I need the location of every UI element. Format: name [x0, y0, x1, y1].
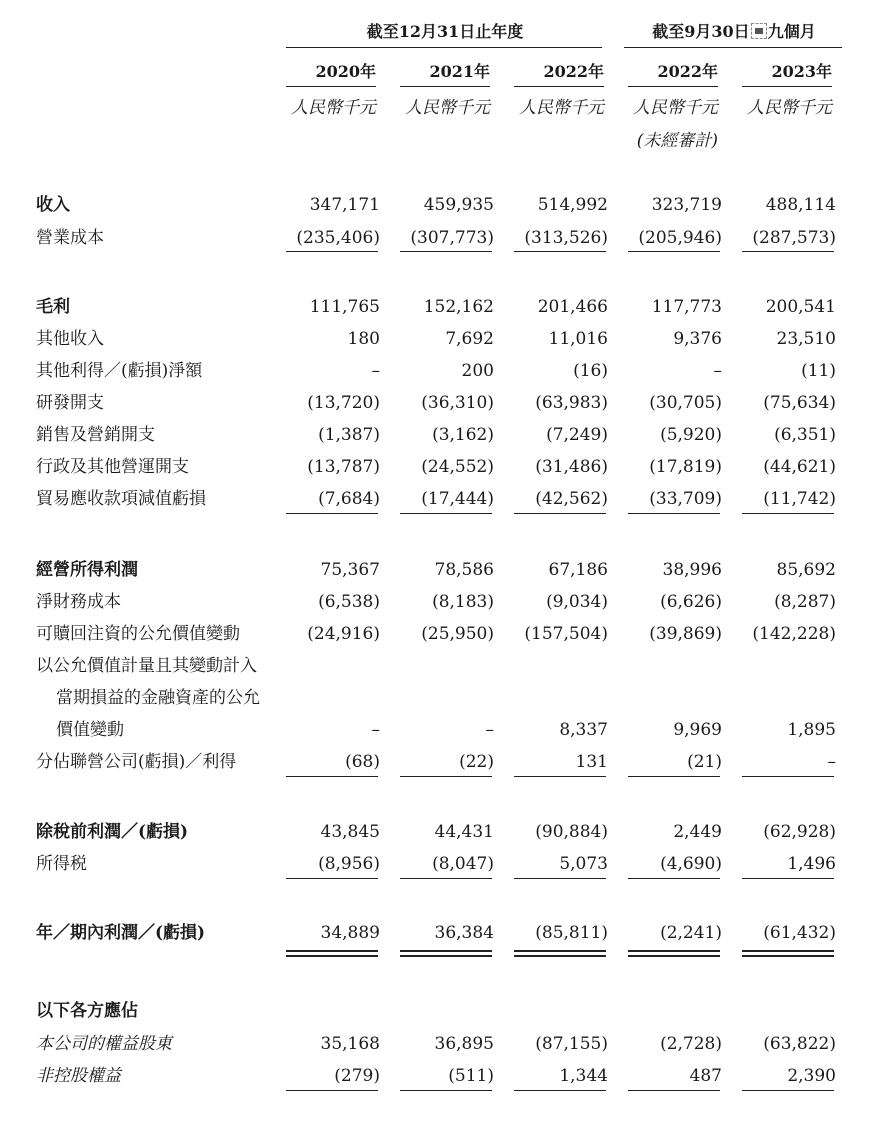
subtotal-rule	[628, 950, 720, 952]
row-label-attributable: 以下各方應佔	[36, 1001, 138, 1021]
table-cell: 201,466	[537, 297, 608, 317]
subtotal-rule	[514, 955, 606, 957]
unaudited-label: (未經審計)	[636, 131, 718, 151]
year-rule	[286, 86, 376, 87]
subtotal-rule	[742, 878, 834, 879]
table-cell: –	[485, 720, 494, 740]
table-cell: 131	[575, 752, 608, 772]
table-cell: (39,869)	[649, 624, 722, 644]
table-cell: 78,586	[434, 560, 494, 580]
table-cell: (68)	[345, 752, 380, 772]
row-label-other-income: 其他收入	[36, 329, 104, 349]
subtotal-rule	[742, 950, 834, 952]
stamp-icon	[751, 23, 767, 39]
table-cell: 34,889	[320, 923, 380, 943]
subtotal-rule	[514, 251, 606, 252]
table-cell: (142,228)	[752, 624, 836, 644]
table-cell: (287,573)	[752, 228, 836, 248]
table-cell: (75,634)	[763, 393, 836, 413]
table-cell: (90,884)	[535, 822, 608, 842]
row-label-redeemable-fv: 可贖回注資的公允價值變動	[36, 624, 240, 644]
subtotal-rule	[628, 251, 720, 252]
table-cell: (1,387)	[318, 425, 380, 445]
table-cell: 347,171	[309, 195, 380, 215]
table-cell: (4,690)	[660, 854, 722, 874]
unit-label: 人民幣千元	[633, 98, 718, 118]
subtotal-rule	[514, 878, 606, 879]
table-cell: (17,819)	[649, 457, 722, 477]
table-cell: 38,996	[662, 560, 722, 580]
table-cell: (5,920)	[660, 425, 722, 445]
table-cell: 323,719	[651, 195, 722, 215]
table-cell: 43,845	[320, 822, 380, 842]
row-label-associates: 分佔聯營公司(虧損)／利得	[36, 752, 237, 772]
table-cell: 459,935	[423, 195, 494, 215]
year-rule	[628, 86, 718, 87]
table-cell: (235,406)	[296, 228, 380, 248]
header-group-nine-months	[624, 22, 844, 42]
table-cell: (21)	[687, 752, 722, 772]
table-cell: 2,390	[787, 1066, 836, 1086]
row-label-fvtpl-line3: 價值變動	[56, 720, 124, 740]
subtotal-rule	[400, 1090, 492, 1091]
row-label-gross-profit: 毛利	[36, 297, 70, 317]
table-cell: (63,822)	[763, 1034, 836, 1054]
subtotal-rule	[286, 955, 378, 957]
table-cell: (16)	[573, 361, 608, 381]
row-label-impairment: 貿易應收款項減值虧損	[36, 489, 206, 509]
table-cell: (6,626)	[660, 592, 722, 612]
table-cell: (279)	[334, 1066, 380, 1086]
year-rule	[742, 86, 832, 87]
subtotal-rule	[286, 878, 378, 879]
table-cell: 180	[347, 329, 380, 349]
subtotal-rule	[514, 950, 606, 952]
subtotal-rule	[742, 1090, 834, 1091]
table-cell: (31,486)	[535, 457, 608, 477]
subtotal-rule	[514, 776, 606, 777]
table-cell: 111,765	[309, 297, 380, 317]
subtotal-rule	[400, 950, 492, 952]
subtotal-rule	[628, 776, 720, 777]
table-cell: 487	[689, 1066, 722, 1086]
subtotal-rule	[742, 251, 834, 252]
subtotal-rule	[286, 513, 378, 514]
subtotal-rule	[628, 955, 720, 957]
table-cell: (307,773)	[410, 228, 494, 248]
table-cell: (33,709)	[649, 489, 722, 509]
table-cell: (2,728)	[660, 1034, 722, 1054]
row-label-finance-costs: 淨財務成本	[36, 592, 121, 612]
table-cell: 36,895	[434, 1034, 494, 1054]
table-cell: –	[371, 720, 380, 740]
subtotal-rule	[400, 776, 492, 777]
subtotal-rule	[286, 1090, 378, 1091]
table-cell: 1,895	[787, 720, 836, 740]
table-cell: (13,720)	[307, 393, 380, 413]
table-cell: 75,367	[320, 560, 380, 580]
table-cell: 23,510	[776, 329, 836, 349]
table-cell: (205,946)	[638, 228, 722, 248]
table-cell: (36,310)	[421, 393, 494, 413]
header-rule-group1	[286, 47, 602, 48]
row-label-income-tax: 所得税	[36, 854, 87, 874]
table-cell: (313,526)	[524, 228, 608, 248]
year-rule	[514, 86, 604, 87]
table-cell: 200,541	[765, 297, 836, 317]
table-cell: 9,969	[673, 720, 722, 740]
year-header: 2023年	[771, 62, 832, 81]
table-cell: (42,562)	[535, 489, 608, 509]
unit-label: 人民幣千元	[405, 98, 490, 118]
table-cell: (511)	[448, 1066, 494, 1086]
subtotal-rule	[286, 251, 378, 252]
table-cell: (85,811)	[535, 923, 608, 943]
table-cell: (62,928)	[763, 822, 836, 842]
header-group-year-ended: 截至12月31日止年度	[366, 22, 524, 41]
table-cell: (11,742)	[763, 489, 836, 509]
table-cell: (9,034)	[546, 592, 608, 612]
subtotal-rule	[514, 1090, 606, 1091]
table-cell: (11)	[801, 361, 836, 381]
row-label-fvtpl-line1: 以公允價值計量且其變動計入	[36, 656, 257, 676]
subtotal-rule	[286, 776, 378, 777]
table-cell: 7,692	[445, 329, 494, 349]
table-cell: 152,162	[423, 297, 494, 317]
year-header: 2022年	[657, 62, 718, 81]
table-cell: 35,168	[320, 1034, 380, 1054]
table-cell: –	[827, 752, 836, 772]
table-cell: 514,992	[537, 195, 608, 215]
subtotal-rule	[514, 513, 606, 514]
year-header: 2020年	[315, 62, 376, 81]
header-rule-group2	[624, 47, 842, 48]
year-header: 2022年	[543, 62, 604, 81]
table-cell: (25,950)	[421, 624, 494, 644]
table-cell: (6,351)	[774, 425, 836, 445]
table-cell: 36,384	[434, 923, 494, 943]
table-cell: (22)	[459, 752, 494, 772]
table-cell: 44,431	[434, 822, 494, 842]
row-label-rnd: 研發開支	[36, 393, 104, 413]
table-cell: 85,692	[776, 560, 836, 580]
table-cell: (7,684)	[318, 489, 380, 509]
table-cell: 9,376	[673, 329, 722, 349]
table-cell: 2,449	[673, 822, 722, 842]
table-cell: (8,047)	[432, 854, 494, 874]
table-cell: –	[371, 361, 380, 381]
subtotal-rule	[400, 251, 492, 252]
table-cell: (63,983)	[535, 393, 608, 413]
row-label-fvtpl-line2: 當期損益的金融資產的公允	[56, 688, 260, 708]
table-cell: (44,621)	[763, 457, 836, 477]
table-cell: (3,162)	[432, 425, 494, 445]
table-cell: 5,073	[559, 854, 608, 874]
row-label-equity-holders: 本公司的權益股東	[36, 1034, 172, 1054]
row-label-selling: 銷售及營銷開支	[36, 425, 155, 445]
table-cell: (8,956)	[318, 854, 380, 874]
subtotal-rule	[400, 878, 492, 879]
table-cell: (87,155)	[535, 1034, 608, 1054]
table-cell: 1,344	[559, 1066, 608, 1086]
row-label-other-gains: 其他利得／(虧損)淨額	[36, 361, 203, 381]
subtotal-rule	[742, 776, 834, 777]
unit-label: 人民幣千元	[519, 98, 604, 118]
year-header: 2021年	[429, 62, 490, 81]
table-cell: 1,496	[787, 854, 836, 874]
table-cell: (7,249)	[546, 425, 608, 445]
subtotal-rule	[286, 950, 378, 952]
subtotal-rule	[400, 513, 492, 514]
table-cell: 11,016	[548, 329, 608, 349]
table-cell: (2,241)	[660, 923, 722, 943]
table-cell: 117,773	[651, 297, 722, 317]
table-cell: (13,787)	[307, 457, 380, 477]
subtotal-rule	[742, 955, 834, 957]
table-cell: (24,552)	[421, 457, 494, 477]
header-group-nine-months-a: 截至9月30日	[652, 22, 750, 41]
row-label-nci: 非控股權益	[36, 1066, 121, 1086]
table-cell: 8,337	[559, 720, 608, 740]
unit-label: 人民幣千元	[747, 98, 832, 118]
subtotal-rule	[400, 955, 492, 957]
row-label-revenue: 收入	[36, 195, 70, 215]
subtotal-rule	[628, 878, 720, 879]
table-cell: (61,432)	[763, 923, 836, 943]
subtotal-rule	[628, 1090, 720, 1091]
table-cell: (6,538)	[318, 592, 380, 612]
unit-label: 人民幣千元	[291, 98, 376, 118]
table-cell: (8,183)	[432, 592, 494, 612]
table-cell: (8,287)	[774, 592, 836, 612]
table-cell: (30,705)	[649, 393, 722, 413]
header-group-nine-months-b: 九個月	[767, 22, 816, 41]
row-label-admin: 行政及其他營運開支	[36, 457, 189, 477]
table-cell: (24,916)	[307, 624, 380, 644]
table-cell: (17,444)	[421, 489, 494, 509]
table-cell: 200	[461, 361, 494, 381]
row-label-pbt: 除稅前利潤／(虧損)	[36, 822, 189, 842]
row-label-operating-profit: 經營所得利潤	[36, 560, 138, 580]
subtotal-rule	[742, 513, 834, 514]
year-rule	[400, 86, 490, 87]
row-label-profit-for-period: 年／期內利潤／(虧損)	[36, 923, 206, 943]
table-cell: 67,186	[548, 560, 608, 580]
subtotal-rule	[628, 513, 720, 514]
table-cell: 488,114	[765, 195, 836, 215]
table-cell: –	[713, 361, 722, 381]
table-cell: (157,504)	[524, 624, 608, 644]
row-label-cost-of-sales: 營業成本	[36, 228, 104, 248]
